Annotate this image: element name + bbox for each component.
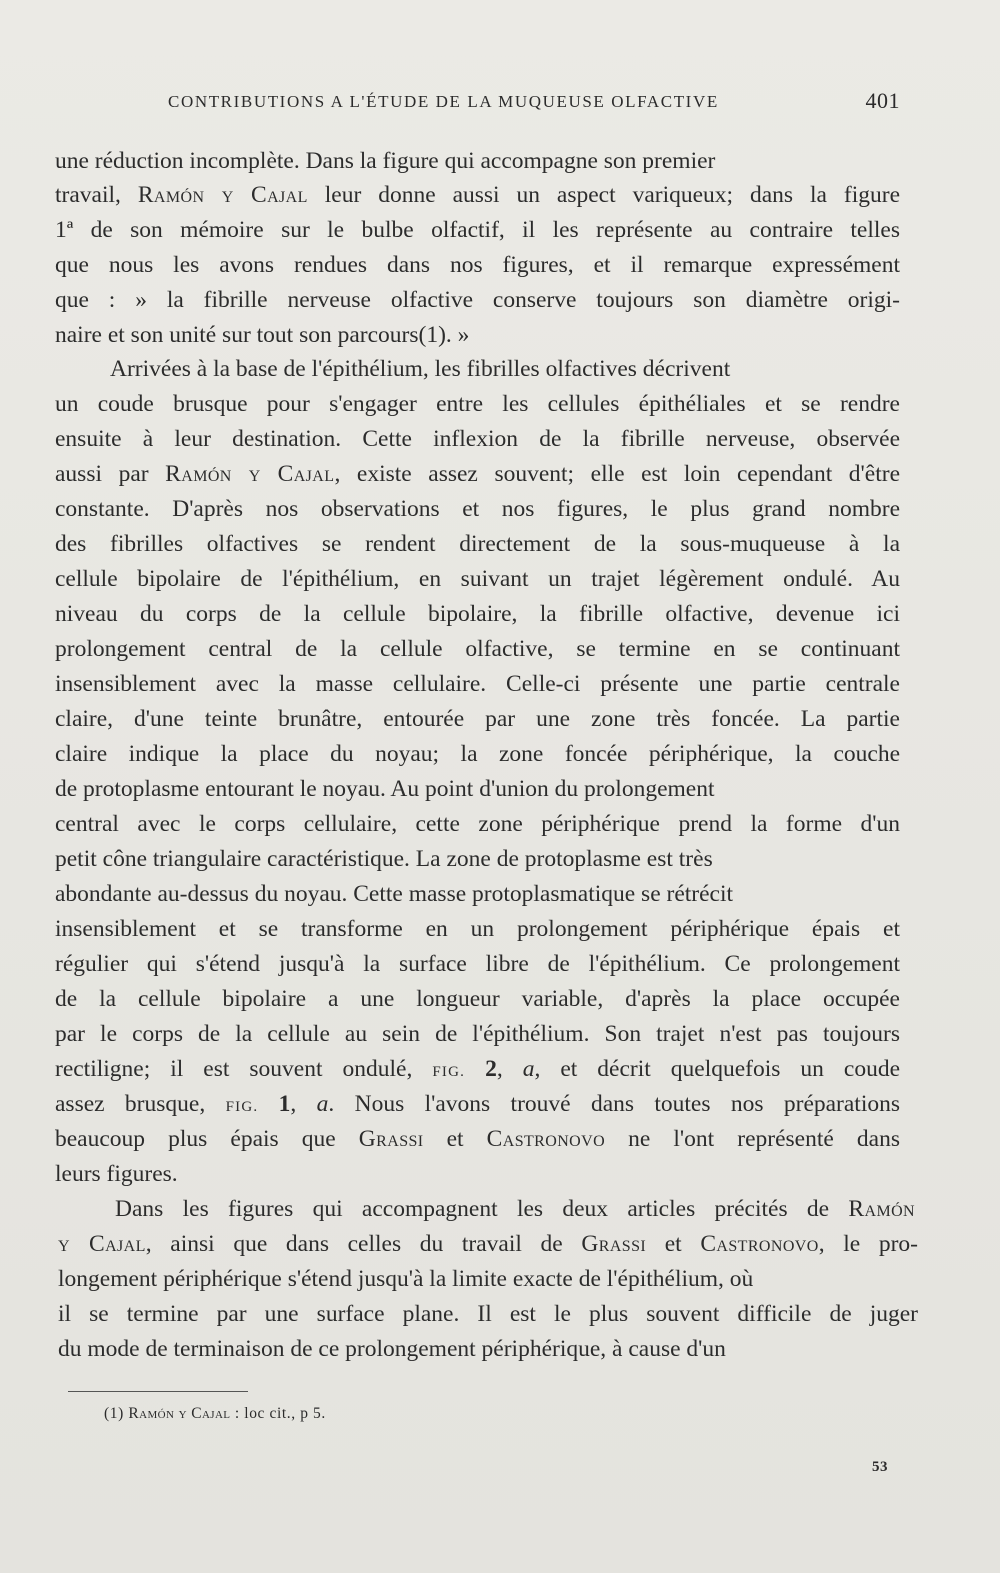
text-run: constante. D'après nos observations et nos figures, le plus grand nombre xyxy=(55,496,900,522)
running-title: CONTRIBUTIONS A L'ÉTUDE DE LA MUQUEUSE OLFACTIVE xyxy=(168,92,719,111)
text-run: aussi par xyxy=(55,461,166,487)
text-run-fignum: 1 xyxy=(278,1091,291,1117)
text-line xyxy=(55,150,715,174)
text-line xyxy=(58,1303,918,1327)
text-run: naire et son unité sur tout son parcours(1). » xyxy=(55,322,470,348)
text-run xyxy=(258,1091,278,1117)
footnote xyxy=(104,1405,326,1423)
text-line xyxy=(55,219,900,243)
text-line xyxy=(55,638,900,662)
text-line xyxy=(55,463,900,487)
text-run: de protoplasme entourant le noyau. Au point d'union du prolongement xyxy=(55,776,715,802)
text-line xyxy=(55,988,900,1012)
text-run: , xyxy=(290,1091,317,1117)
text-run-sc: Ramón xyxy=(848,1196,915,1222)
text-run: 1ª de son mémoire sur le bulbe olfactif, il les représente au contraire telles xyxy=(55,217,900,243)
text-run: leurs figures. xyxy=(55,1161,178,1187)
text-run: abondante au-dessus du noyau. Cette masse protoplasmatique se rétrécit xyxy=(55,881,734,907)
text-line xyxy=(55,673,900,697)
text-line xyxy=(55,533,900,557)
text-line xyxy=(58,1233,918,1257)
text-run: , ainsi que dans celles du travail de xyxy=(145,1231,582,1257)
text-line xyxy=(55,254,900,278)
text-line xyxy=(55,1093,900,1117)
text-run: et xyxy=(646,1231,701,1257)
text-run: ne l'ont représenté dans xyxy=(605,1126,900,1152)
text-line xyxy=(55,1163,178,1187)
text-run-fig: FIG. xyxy=(225,1099,259,1115)
text-run: travail, xyxy=(55,182,138,208)
text-run: . Nous l'avons trouvé dans toutes nos préparations xyxy=(328,1091,901,1117)
footnote-text: : loc cit., p 5. xyxy=(230,1405,326,1422)
text-run: cellule bipolaire de l'épithélium, en suivant un trajet légèrement ondulé. Au xyxy=(55,566,900,592)
text-run-it: a xyxy=(522,1056,535,1082)
text-line xyxy=(55,848,713,872)
text-run: une réduction incomplète. Dans la figure qui accompagne son premier xyxy=(55,148,716,174)
text-line xyxy=(55,498,900,522)
text-run: de la cellule bipolaire a une longueur variable, d'après la place occupée xyxy=(55,986,900,1012)
text-run: des fibrilles olfactives se rendent directement de la sous-muqueuse à la xyxy=(55,531,900,557)
text-run: Dans les figures qui accompagnent les deux articles précités de xyxy=(115,1196,849,1222)
page-number: 401 xyxy=(865,88,900,113)
text-run: beaucoup plus épais que xyxy=(55,1126,359,1152)
text-run: claire indique la place du noyau; la zone foncée périphérique, la couche xyxy=(55,741,900,767)
text-run-sc: Ramón y Cajal xyxy=(137,182,308,208)
text-run: Arrivées à la base de l'épithélium, les fibrilles olfactives décrivent xyxy=(110,356,731,382)
text-line xyxy=(58,1268,753,1292)
text-run: , et décrit quelquefois un coude xyxy=(534,1056,901,1082)
text-run: régulier qui s'étend jusqu'à la surface libre de l'épithélium. Ce prolongement xyxy=(55,951,900,977)
text-line xyxy=(110,358,730,382)
text-line xyxy=(55,324,469,348)
text-run: longement périphérique s'étend jusqu'à la limite exacte de l'épithélium, où xyxy=(58,1266,754,1292)
text-line xyxy=(115,1198,915,1222)
text-run: rectiligne; il est souvent ondulé, xyxy=(55,1056,433,1082)
text-run-it: a xyxy=(316,1091,329,1117)
text-run: et xyxy=(423,1126,487,1152)
text-line xyxy=(55,708,900,732)
text-line xyxy=(55,603,900,627)
text-line xyxy=(55,393,900,417)
text-run: niveau du corps de la cellule bipolaire, la fibrille olfactive, devenue ici xyxy=(55,601,900,627)
running-head xyxy=(168,88,900,116)
text-line xyxy=(55,1058,900,1082)
text-line xyxy=(55,813,900,837)
text-run: prolongement central de la cellule olfactive, se termine en se continuant xyxy=(55,636,900,662)
text-run: insensiblement et se transforme en un prolongement périphérique épais et xyxy=(55,916,900,942)
text-line xyxy=(55,289,900,313)
text-run-sc: Grassi xyxy=(358,1126,424,1152)
text-run: assez brusque, xyxy=(55,1091,226,1117)
text-line xyxy=(55,918,900,942)
text-run-sc: Grassi xyxy=(581,1231,647,1257)
text-run-sc: y Cajal xyxy=(58,1231,146,1257)
text-run: ensuite à leur destination. Cette inflexion de la fibrille nerveuse, observée xyxy=(55,426,900,452)
text-run: petit cône triangulaire caractéristique. La zone de protoplasme est très xyxy=(55,846,713,872)
text-run: que nous les avons rendues dans nos figures, et il remarque expressément xyxy=(55,252,900,278)
text-line xyxy=(55,1128,900,1152)
text-line xyxy=(55,184,900,208)
text-run-sc: Castronovo xyxy=(486,1126,606,1152)
text-run: du mode de terminaison de ce prolongement périphérique, à cause d'un xyxy=(58,1336,726,1362)
text-run: leur donne aussi un aspect variqueux; dans la figure xyxy=(307,182,901,208)
text-run: insensiblement avec la masse cellulaire. Celle-ci présente une partie centrale xyxy=(55,671,900,697)
text-run-sc: Ramón y Cajal xyxy=(165,461,335,487)
text-run xyxy=(465,1056,485,1082)
text-run: , le pro- xyxy=(818,1231,918,1257)
signature-mark: 53 xyxy=(872,1459,888,1475)
text-run: par le corps de la cellule au sein de l'épithélium. Son trajet n'est pas toujours xyxy=(55,1021,900,1047)
text-run: claire, d'une teinte brunâtre, entourée par une zone très foncée. La partie xyxy=(55,706,900,732)
text-line xyxy=(55,743,900,767)
text-line xyxy=(55,1023,900,1047)
text-line xyxy=(55,953,900,977)
text-line xyxy=(55,428,900,452)
text-line xyxy=(55,568,900,592)
text-run-sc: Castronovo xyxy=(700,1231,819,1257)
text-line xyxy=(55,883,733,907)
text-run: , xyxy=(496,1056,523,1082)
text-line xyxy=(58,1338,726,1362)
footnote-divider xyxy=(68,1391,248,1392)
text-run-fig: FIG. xyxy=(432,1064,466,1080)
footnote-author: Ramón y Cajal xyxy=(128,1405,231,1422)
footnote-text: (1) xyxy=(104,1405,129,1422)
text-run: que : » la fibrille nerveuse olfactive conserve toujours son diamètre origi- xyxy=(55,287,900,313)
text-run: , existe assez souvent; elle est loin cependant d'être xyxy=(334,461,900,487)
text-run: il se termine par une surface plane. Il est le plus souvent difficile de juger xyxy=(58,1301,918,1327)
text-run-fignum: 2 xyxy=(485,1056,497,1082)
text-run: central avec le corps cellulaire, cette zone périphérique prend la forme d'un xyxy=(55,811,900,837)
text-run: un coude brusque pour s'engager entre les cellules épithéliales et se rendre xyxy=(55,391,900,417)
text-line xyxy=(55,778,715,802)
